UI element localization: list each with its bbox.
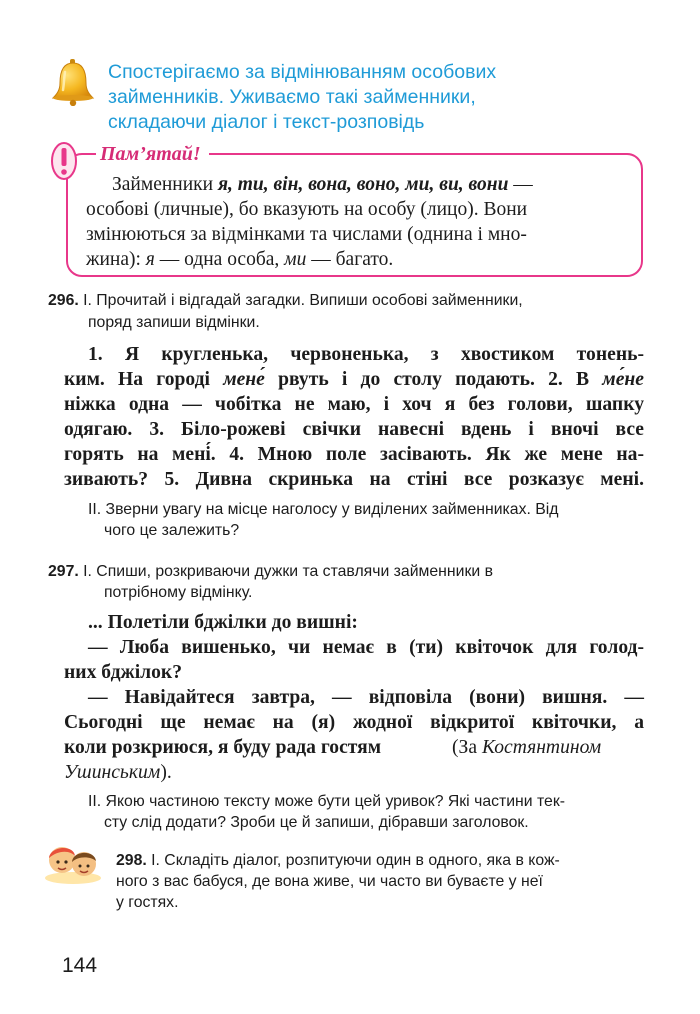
text-line: них бджілок? bbox=[64, 662, 183, 683]
remember-line bbox=[86, 247, 393, 272]
lesson-intro bbox=[108, 60, 628, 135]
remember-lead: Займенники bbox=[112, 174, 214, 195]
remember-line: змінюються за відмінками та числами (однина і мно- bbox=[86, 224, 527, 245]
remember-line: особові (личные), бо вказують на особу (лицо). Вони bbox=[86, 199, 528, 220]
remember-text: — багато. bbox=[306, 249, 394, 270]
riddle-line: горять на мені́. 4. Мною поле засівають. Як же мене на- bbox=[64, 444, 644, 465]
task-text: ного з вас бабуся, де вона живе, чи часто ви буваєте у неї bbox=[116, 873, 543, 890]
task-text: ІІ. Зверни увагу на місце наголосу у виділених займенниках. Від bbox=[88, 501, 559, 518]
children-pair-icon bbox=[44, 838, 102, 884]
task-text: чого це залежить? bbox=[104, 522, 240, 539]
page-number: 144 bbox=[62, 954, 98, 977]
highlighted-pronoun: мене́ bbox=[223, 369, 265, 390]
task-text: у гостях. bbox=[116, 894, 179, 911]
text-line: Сьогодні ще немає на (я) жодної відкритої квіточки, а bbox=[64, 712, 644, 733]
author-name: Ушинським bbox=[64, 762, 161, 783]
exercise-296-task bbox=[48, 290, 523, 311]
remember-pronoun: я bbox=[145, 249, 155, 270]
remember-line bbox=[112, 172, 620, 197]
task-text: поряд запиши відмінки. bbox=[88, 314, 260, 331]
source-attribution bbox=[64, 760, 172, 786]
source-text: (За bbox=[452, 737, 482, 758]
source-attribution bbox=[452, 735, 601, 761]
remember-text: — одна особа, bbox=[154, 249, 285, 270]
highlighted-pronoun: ме́не bbox=[602, 369, 644, 390]
riddle-text: ким. На городі bbox=[64, 369, 224, 390]
author-name: Костянтином bbox=[481, 737, 602, 758]
text-line: — Навідайтеся завтра, — відповіла (вони) вишня. — bbox=[88, 687, 644, 708]
intro-line: Спостерігаємо за відмінюванням особових bbox=[108, 61, 497, 83]
task-text: сту слід додати? Зроби це й запиши, дібравши заголовок. bbox=[104, 814, 529, 831]
task-text: ІІ. Якою частиною тексту може бути цей уривок? Які частини тек- bbox=[88, 793, 566, 810]
remember-title: Пам’ятай! bbox=[96, 143, 209, 166]
task-text: І. Прочитай і відгадай загадки. Випиши особові займенники, bbox=[78, 292, 523, 309]
exercise-number: 298. bbox=[116, 852, 147, 869]
riddle-line: зивають? 5. Дивна скринька на стіні все розказує мені. bbox=[64, 469, 644, 490]
text-line: — Люба вишенько, чи немає в (ти) квіточок для голод- bbox=[88, 637, 644, 658]
intro-line: складаючи діалог і текст-розповідь bbox=[108, 111, 425, 133]
remember-pronouns: я, ти, він, вона, воно, ми, ви, вони bbox=[217, 174, 509, 195]
exclamation-icon bbox=[50, 141, 78, 181]
exercise-298-task bbox=[116, 850, 560, 871]
riddle-line: одягаю. 3. Біло-рожеві свічки навесні вдень і вночі все bbox=[64, 419, 644, 440]
task-text: потрібному відмінку. bbox=[104, 584, 253, 601]
riddle-line bbox=[64, 367, 644, 393]
source-text: ). bbox=[160, 762, 172, 783]
intro-line: займенників. Уживаємо такі займенники, bbox=[108, 86, 476, 108]
task-text: І. Складіть діалог, розпитуючи один в одного, яка в кож- bbox=[146, 852, 560, 869]
riddle-line: 1. Я кругленька, червоненька, з хвостиком тонень- bbox=[88, 344, 644, 365]
riddle-line: ніжка одна — чобітка не маю, і хоч я без голови, шапку bbox=[64, 394, 644, 415]
bell-icon bbox=[50, 58, 96, 106]
remember-pronoun: ми bbox=[284, 249, 307, 270]
exercise-number: 297. bbox=[48, 563, 79, 580]
text-line: ... Полетіли бджілки до вишні: bbox=[88, 612, 358, 633]
riddle-text: рвуть і до столу подають. 2. В bbox=[264, 369, 603, 390]
task-text: І. Спиши, розкриваючи дужки та ставлячи займенники в bbox=[78, 563, 493, 580]
remember-text: жина): bbox=[86, 249, 146, 270]
exercise-297-task bbox=[48, 561, 493, 582]
exercise-number: 296. bbox=[48, 292, 79, 309]
text-line: коли розкриюся, я буду рада гостям bbox=[64, 737, 382, 758]
remember-dash: — bbox=[508, 174, 533, 195]
